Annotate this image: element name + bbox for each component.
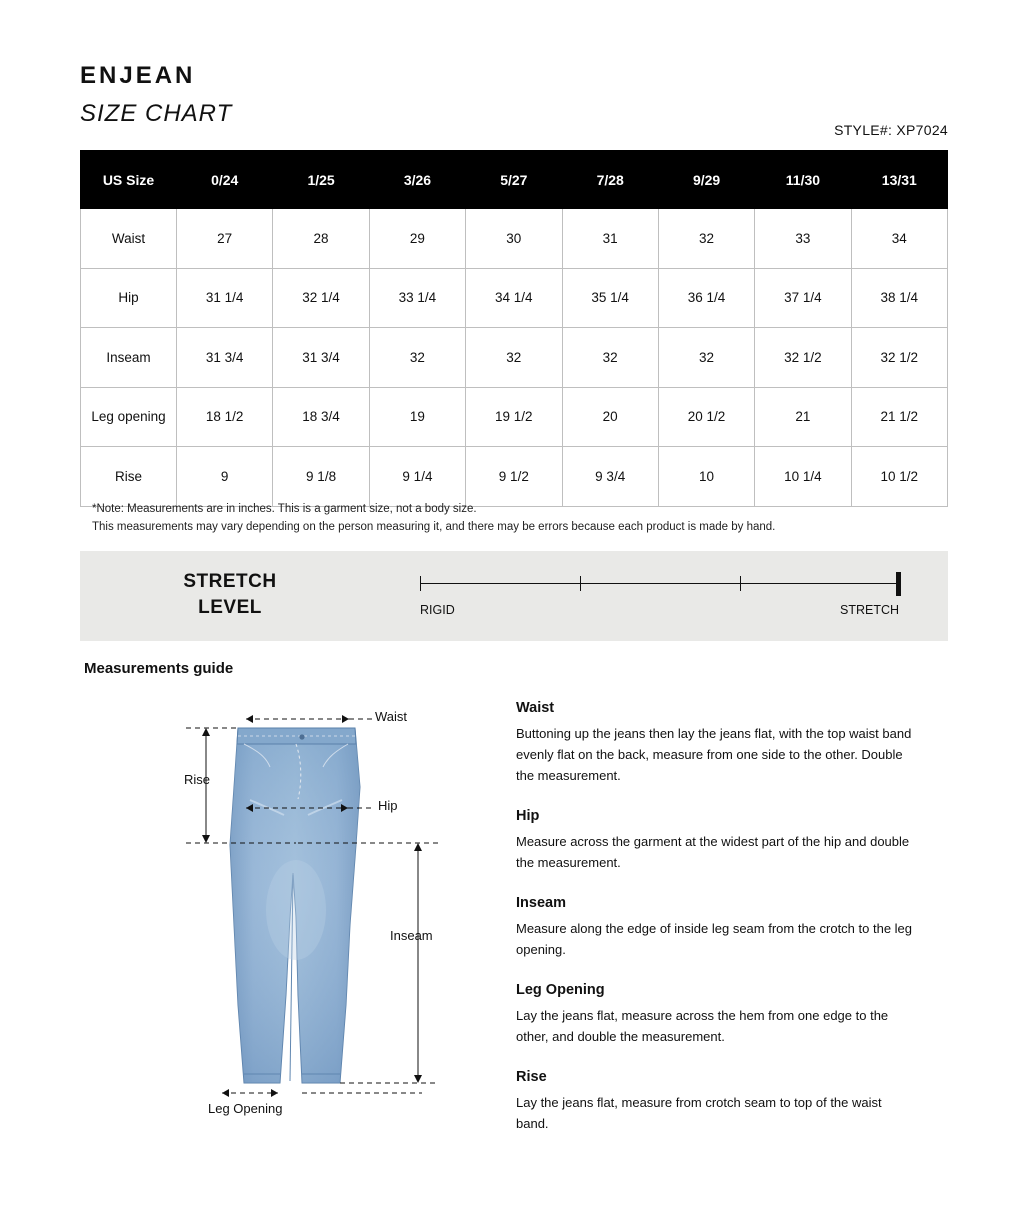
description-text: Measure along the edge of inside leg seam from the crotch to the leg opening. (516, 921, 913, 957)
stretch-scale (420, 551, 948, 641)
description-title: Rise (516, 1069, 547, 1085)
table-cell: 31 3/4 (273, 328, 369, 388)
table-header-row (81, 151, 948, 209)
row-label: Waist (81, 209, 177, 269)
size-table (80, 150, 948, 507)
note-line-1: *Note: Measurements are in inches. This is a garment size, not a body size. (92, 503, 477, 515)
stretch-title-line-1: STRETCH (183, 571, 277, 592)
row-label: Rise (81, 447, 177, 507)
table-header-cell: US Size (81, 151, 177, 209)
row-label: Inseam (81, 328, 177, 388)
table-cell: 27 (177, 209, 273, 269)
description-text: Buttoning up the jeans then lay the jeans flat, with the top waist band evenly flat on the back, measure from one side to the other. Double the measurement. (516, 726, 912, 783)
table-cell: 21 (755, 387, 851, 447)
table-header-cell: 13/31 (851, 151, 947, 209)
table-cell: 9 1/8 (273, 447, 369, 507)
row-label: Leg opening (81, 387, 177, 447)
scale-tick (580, 576, 581, 591)
scale-marker (896, 572, 901, 596)
table-cell: 32 (369, 328, 465, 388)
table-row (81, 328, 948, 388)
table-cell: 18 1/2 (177, 387, 273, 447)
table-row (81, 209, 948, 269)
table-cell: 32 (466, 328, 562, 388)
description-text: Lay the jeans flat, measure across the hem from one edge to the other, and double the measurement. (516, 1008, 889, 1044)
table-cell: 30 (466, 209, 562, 269)
table-cell: 9 1/2 (466, 447, 562, 507)
row-label: Hip (81, 268, 177, 328)
table-cell: 37 1/4 (755, 268, 851, 328)
table-cell: 32 1/4 (273, 268, 369, 328)
table-cell: 28 (273, 209, 369, 269)
scale-tick (420, 576, 421, 591)
description-title: Leg Opening (516, 982, 605, 998)
table-cell: 31 3/4 (177, 328, 273, 388)
table-cell: 31 1/4 (177, 268, 273, 328)
style-number: STYLE#: XP7024 (834, 122, 948, 138)
measurements-guide-title: Measurements guide (84, 660, 234, 677)
table-header-cell: 1/25 (273, 151, 369, 209)
description-title: Inseam (516, 895, 566, 911)
measurement-note (92, 500, 775, 536)
table-cell: 34 1/4 (466, 268, 562, 328)
description-title: Hip (516, 808, 540, 824)
table-cell: 36 1/4 (658, 268, 754, 328)
table-header-cell: 3/26 (369, 151, 465, 209)
table-cell: 34 (851, 209, 947, 269)
table-header-cell: 9/29 (658, 151, 754, 209)
table-cell: 9 1/4 (369, 447, 465, 507)
table-cell: 29 (369, 209, 465, 269)
diagram-label-hip: Hip (378, 798, 398, 813)
description-title: Waist (516, 700, 555, 716)
table-cell: 32 (658, 209, 754, 269)
jeans-diagram (150, 695, 480, 1135)
table-cell: 32 1/2 (851, 328, 947, 388)
table-header-cell: 0/24 (177, 151, 273, 209)
scale-label-stretch: STRETCH (840, 603, 900, 617)
page-subtitle: SIZE CHART (80, 100, 233, 127)
table-cell: 32 1/2 (755, 328, 851, 388)
table-cell: 32 (562, 328, 658, 388)
table-cell: 21 1/2 (851, 387, 947, 447)
table-cell: 10 1/4 (755, 447, 851, 507)
diagram-label-rise: Rise (184, 772, 211, 787)
stretch-level-title (80, 569, 380, 621)
scale-tick (740, 576, 741, 591)
table-cell: 10 1/2 (851, 447, 947, 507)
description-hip (516, 808, 916, 873)
table-cell: 9 (177, 447, 273, 507)
measurements-descriptions (516, 700, 916, 1134)
description-waist (516, 700, 916, 786)
table-row (81, 447, 948, 507)
table-cell: 20 (562, 387, 658, 447)
description-inseam (516, 895, 916, 960)
stretch-title-line-2: LEVEL (198, 597, 262, 618)
table-cell: 9 3/4 (562, 447, 658, 507)
jeans-illustration (230, 728, 360, 1083)
description-text: Measure across the garment at the widest part of the hip and double the measurement. (516, 834, 910, 870)
description-text: Lay the jeans flat, measure from crotch seam to top of the waist band. (516, 1095, 882, 1131)
brand-title: ENJEAN (80, 62, 196, 89)
description-leg-opening (516, 982, 916, 1047)
note-line-2: This measurements may vary depending on the person measuring it, and there may be errors because each product is made by hand. (92, 521, 776, 533)
diagram-label-inseam: Inseam (390, 928, 433, 943)
table-header-cell: 11/30 (755, 151, 851, 209)
table-cell: 35 1/4 (562, 268, 658, 328)
table-cell: 19 1/2 (466, 387, 562, 447)
table-header-cell: 5/27 (466, 151, 562, 209)
table-row (81, 387, 948, 447)
table-cell: 10 (658, 447, 754, 507)
table-cell: 18 3/4 (273, 387, 369, 447)
diagram-label-waist: Waist (375, 709, 408, 724)
stretch-level-panel (80, 551, 948, 641)
table-cell: 32 (658, 328, 754, 388)
table-header-cell: 7/28 (562, 151, 658, 209)
table-cell: 33 1/4 (369, 268, 465, 328)
scale-label-rigid: RIGID (420, 603, 455, 617)
table-cell: 31 (562, 209, 658, 269)
table-cell: 33 (755, 209, 851, 269)
table-cell: 38 1/4 (851, 268, 947, 328)
table-cell: 19 (369, 387, 465, 447)
table-row (81, 268, 948, 328)
description-rise (516, 1069, 916, 1134)
scale-axis-line (420, 583, 900, 584)
table-cell: 20 1/2 (658, 387, 754, 447)
diagram-label-leg-opening: Leg Opening (208, 1101, 283, 1116)
